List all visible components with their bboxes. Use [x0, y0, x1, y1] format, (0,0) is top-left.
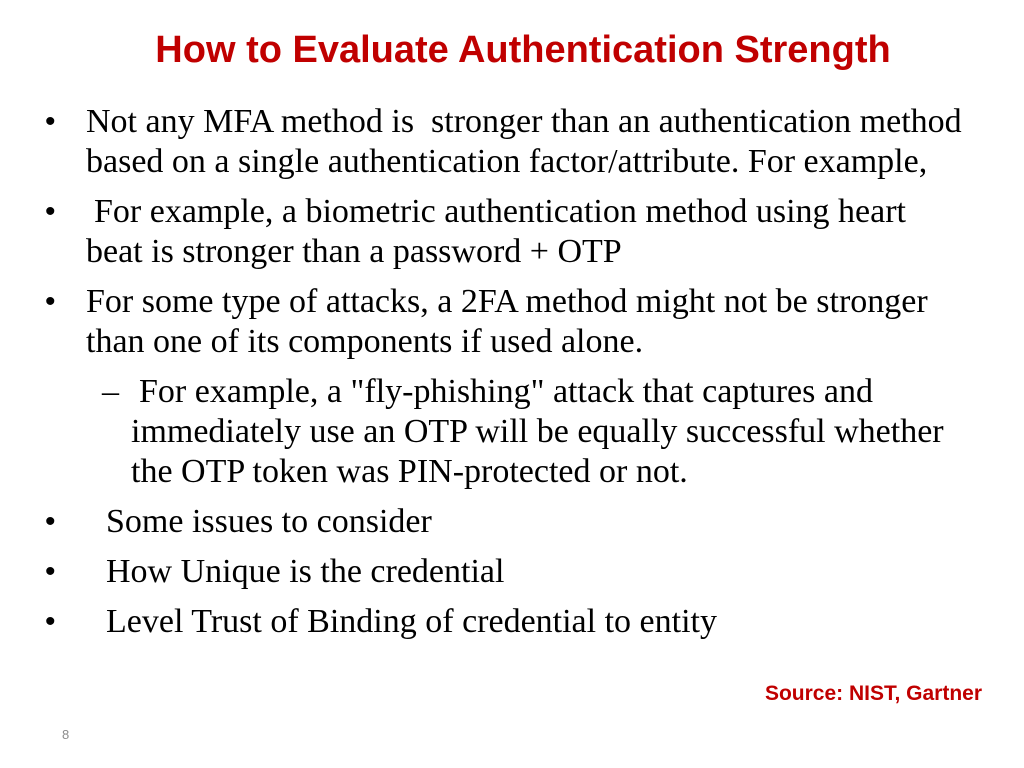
bullet-text — [86, 192, 1000, 272]
bullet-marker: • — [45, 505, 56, 538]
source-citation: Source: NIST, Gartner — [764, 682, 982, 705]
bullet-text-line: immediately use an OTP will be equally successful whether — [131, 413, 944, 450]
bullet-item — [0, 282, 1000, 362]
bullet-marker: • — [45, 555, 56, 588]
bullet-text — [106, 602, 1000, 642]
bullet-marker: • — [45, 105, 56, 138]
page-number: 8 — [62, 727, 70, 742]
bullet-text-line: For example, a "fly-phishing" attack that captures and — [139, 373, 873, 410]
bullet-text-line: How Unique is the credential — [106, 553, 505, 590]
bullet-text-line: the OTP token was PIN-protected or not. — [131, 453, 688, 490]
bullet-item — [0, 502, 1000, 542]
bullet-text-line: beat is stronger than a password + OTP — [86, 233, 622, 270]
bullet-marker: • — [45, 195, 56, 228]
sub-bullet-text — [131, 372, 1000, 492]
bullet-text — [86, 102, 1000, 182]
bullet-marker: • — [45, 285, 56, 318]
bullet-item — [0, 102, 1000, 182]
slide-title: How to Evaluate Authentication Strength — [155, 29, 891, 71]
bullet-text-line: For example, a biometric authentication method using heart — [94, 193, 906, 230]
sub-bullet-item — [0, 372, 1000, 492]
bullet-text-line: Level Trust of Binding of credential to entity — [106, 603, 717, 640]
bullet-item — [0, 602, 1000, 642]
bullet-text — [106, 552, 1000, 592]
bullet-text — [106, 502, 1000, 542]
bullet-text-line: than one of its components if used alone. — [86, 323, 644, 360]
bullet-item — [0, 552, 1000, 592]
bullet-text — [86, 282, 1000, 362]
bullet-text-line: For some type of attacks, a 2FA method might not be stronger — [86, 283, 928, 320]
sub-bullet-marker: – — [102, 373, 119, 410]
bullet-text-line: Not any MFA method is stronger than an authentication method — [86, 103, 962, 140]
bullet-text-line: Some issues to consider — [106, 503, 432, 540]
bullet-marker: • — [45, 605, 56, 638]
bullet-item — [0, 192, 1000, 272]
bullet-text-line: based on a single authentication factor/attribute. For example, — [86, 143, 928, 180]
